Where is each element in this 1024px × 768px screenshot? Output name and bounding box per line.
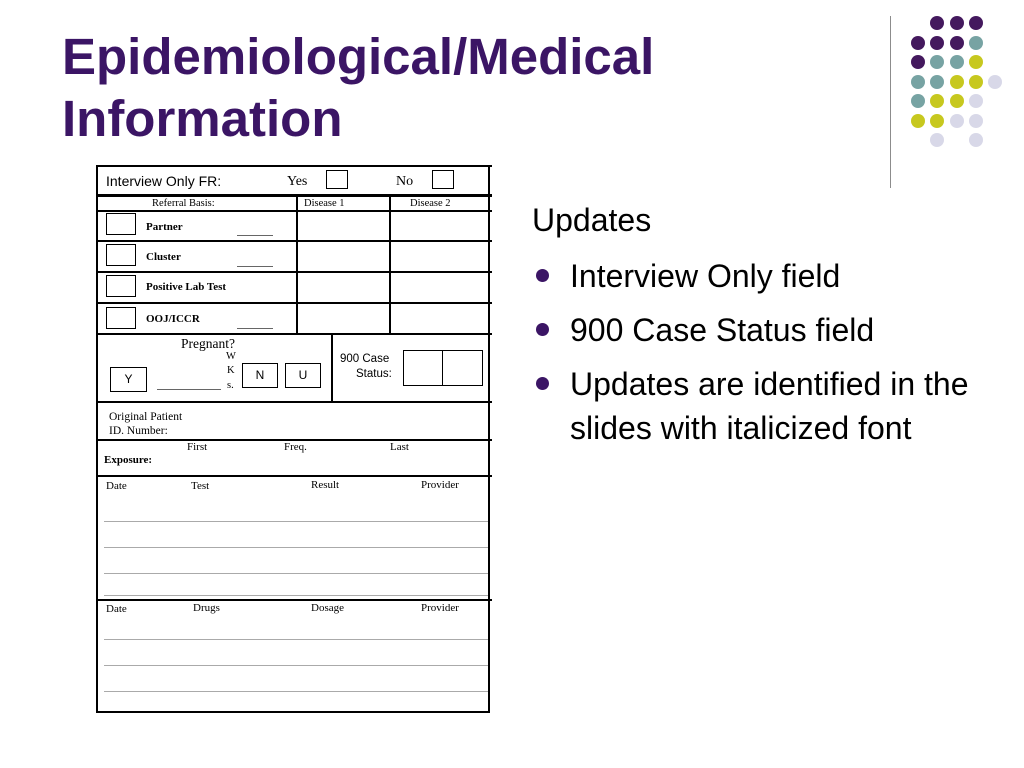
decorative-dot [969,75,983,89]
referral-cluster-blank [237,266,273,267]
referral-lab-label: Positive Lab Test [146,281,227,293]
bullet-dot-icon [536,323,549,336]
pregnant-wks-k: K [227,365,235,376]
decorative-dot [950,94,964,108]
decorative-dot [969,94,983,108]
exposure-freq-header: Freq. [284,441,307,453]
case-status-box-2[interactable] [442,350,483,386]
form-divider [98,240,492,242]
referral-cluster-label: Cluster [146,251,181,263]
slide-title [62,26,862,150]
form-divider [98,401,492,403]
form-divider [98,271,492,273]
interview-no-checkbox[interactable] [432,170,454,189]
bullet-text: 900 Case Status field [570,312,875,348]
drug-entry-line[interactable] [104,665,488,666]
bullet-text: Interview Only field [570,258,841,294]
form-divider [98,599,492,601]
test-provider-header: Provider [421,479,459,491]
case-status-label-line1: 900 Case [340,353,390,365]
decorative-dot [969,36,983,50]
decorative-dot [950,55,964,69]
form-divider [98,210,492,212]
test-entry-line[interactable] [104,595,488,596]
decorative-dot [930,36,944,50]
slide-title-line-2: Information [62,90,343,147]
medical-info-form [96,165,490,713]
form-divider [98,302,492,304]
referral-cluster-checkbox[interactable] [106,244,136,266]
drug-dosage-header: Dosage [311,602,344,614]
decorative-dot [930,55,944,69]
form-divider [98,196,492,197]
decorative-dot [930,133,944,147]
exposure-first-header: First [187,441,208,453]
bullet-item [532,362,1002,450]
decorative-dot [969,16,983,30]
pregnant-wks-s: s. [227,380,234,391]
form-divider [98,475,492,477]
decorative-dot [911,114,925,128]
interview-only-label: Interview Only FR: [106,173,222,189]
interview-yes-checkbox[interactable] [326,170,348,189]
decorative-dot [930,94,944,108]
form-top-border [98,165,492,167]
decorative-dot [950,16,964,30]
test-test-header: Test [191,480,210,492]
decorative-dot [930,75,944,89]
decorative-dot [969,55,983,69]
pregnant-label: Pregnant? [181,336,235,351]
test-entry-line[interactable] [104,547,488,548]
decorative-dot [969,114,983,128]
referral-partner-checkbox[interactable] [106,213,136,235]
drug-entry-line[interactable] [104,691,488,692]
original-patient-label-line2: ID. Number: [109,425,168,437]
decorative-dot [911,36,925,50]
test-entry-line[interactable] [104,521,488,522]
decorative-dot [988,75,1002,89]
exposure-label: Exposure: [104,454,153,466]
interview-yes-label: Yes [287,174,308,189]
pregnant-wks-w: W [226,351,236,362]
decorative-dot [950,36,964,50]
referral-partner-blank [237,235,273,236]
drug-date-header: Date [106,603,127,615]
form-divider [296,196,298,334]
updates-bullet-list [532,254,1002,460]
bullet-dot-icon [536,377,549,390]
form-divider [389,196,391,334]
drug-entry-line[interactable] [104,639,488,640]
test-entry-line[interactable] [104,573,488,574]
decorative-dot [930,114,944,128]
original-patient-label-line1: Original Patient [109,411,183,423]
pregnant-weeks-blank [157,389,221,390]
bullet-item [532,254,1002,298]
disease2-header: Disease 2 [410,198,451,209]
exposure-last-header: Last [390,441,409,453]
drug-provider-header: Provider [421,602,459,614]
disease1-header: Disease 1 [304,198,345,209]
form-divider [98,333,492,335]
pregnant-yes-button[interactable]: Y [110,367,147,392]
bullet-text: Updates are identified in the slides with italicized font [570,366,969,446]
case-status-label-line2: Status: [356,368,392,380]
referral-ooj-checkbox[interactable] [106,307,136,329]
test-date-header: Date [106,480,127,492]
interview-no-label: No [396,174,414,189]
decorative-dot [950,75,964,89]
pregnant-no-button[interactable]: N [242,363,278,388]
form-divider [331,333,333,401]
referral-partner-label: Partner [146,221,183,233]
decorative-dot [911,55,925,69]
referral-ooj-blank [237,328,273,329]
test-result-header: Result [311,479,340,491]
referral-lab-checkbox[interactable] [106,275,136,297]
referral-ooj-label: OOJ/ICCR [146,313,200,325]
decorative-dot [969,133,983,147]
drug-drugs-header: Drugs [193,602,220,614]
pregnant-unknown-button[interactable]: U [285,363,321,388]
decorative-divider [890,16,891,188]
decorative-dot [930,16,944,30]
bullet-dot-icon [536,269,549,282]
referral-basis-label: Referral Basis: [152,198,215,209]
decorative-dot [950,114,964,128]
updates-heading: Updates [532,202,652,238]
bullet-item [532,308,1002,352]
slide-title-line-1: Epidemiological/Medical [62,28,655,85]
decorative-dot [911,75,925,89]
case-status-box-1[interactable] [403,350,444,386]
decorative-dot [911,94,925,108]
